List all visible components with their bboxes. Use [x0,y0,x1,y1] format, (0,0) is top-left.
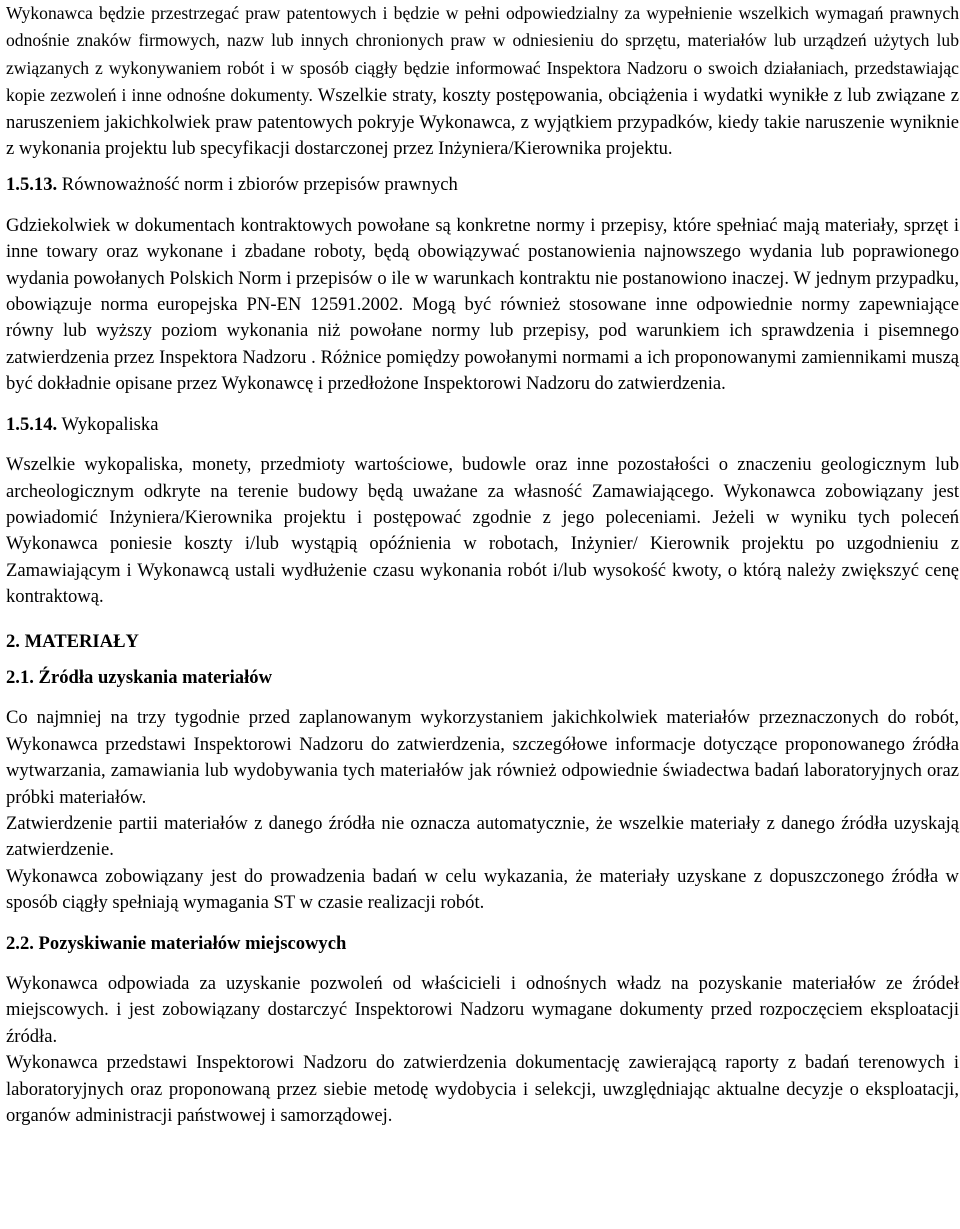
local-materials-paragraph-2: Wykonawca przedstawi Inspektorowi Nadzoru do zatwierdzenia dokumentację zawierającą raporty z badań terenowych i laboratoryjnych oraz proponowaną przez siebie metodę wydobycia i selekcji, uwzględniając aktualne decyzje o eksploatacji, organów administracji państwowej i samorządowej. [6,1052,959,1127]
patent-paragraph [6,0,959,162]
local-materials-paragraph-1: Wykonawca odpowiada za uzyskanie pozwoleń od właścicieli i odnośnych władz na pozyskanie materiałów ze źródeł miejscowych. i jest zobowiązany dostarczyć Inspektorowi Nadzoru wymagane dokumenty przed rozpoczęciem eksploatacji źródła. [6,973,959,1047]
section-1-5-13-title: Równoważność norm i zbiorów przepisów prawnych [57,174,458,196]
section-1-5-13-number: 1.5.13. [6,174,58,196]
section-1-5-14-number: 1.5.14. [6,413,58,435]
section-2-1-heading: 2.1. Źródła uzyskania materiałów [6,666,272,688]
document-page [6,0,959,1129]
section-1-5-13-heading [6,172,959,198]
section-2-2-heading: 2.2. Pozyskiwanie materiałów miejscowych [6,932,347,954]
patent-paragraph-part-2: Wszelkie straty, koszty postępowania, obciążenia i wydatki wynikłe z lub związane z naruszeniem jakichkolwiek praw patentowych pokryje Wykonawca, z wyjątkiem przypadków, kiedy takie naruszenie wyniknie z wykonania projektu lub specyfikacji dostarczonej przez Inżyniera/Kierownika projektu. [6,85,959,160]
material-sources-paragraph-3: Wykonawca zobowiązany jest do prowadzenia badań w celu wykazania, że materiały uzyskane z dopuszczonego źródła w sposób ciągły spełniają wymagania ST w czasie realizacji robót. [6,865,959,914]
section-1-5-14-title: Wykopaliska [57,413,159,435]
material-sources-paragraph-2: Zatwierdzenie partii materiałów z danego źródła nie oznacza automatycznie, że wszelkie materiały z danego źródła uzyskają zatwierdzenie. [6,812,959,861]
excavations-paragraph: Wszelkie wykopaliska, monety, przedmioty wartościowe, budowle oraz inne pozostałości o znaczeniu geologicznym lub archeologicznym odkryte na terenie budowy będą uważane za własność Zamawiającego. Wykonawca zobowiązany jest powiadomić Inżyniera/Kierownika projektu i postępować zgodnie z jego poleceniami. Jeżeli w wyniku tych poleceń Wykonawca poniesie koszty i/lub wystąpią opóźnienia w robotach, Inżynier/ Kierownik projektu po uzgodnieniu z Zamawiającym i Wykonawcą ustali wydłużenie czasu wykonania robót i/lub wysokość kwoty, o którą należy zwiększyć cenę kontraktową. [6,454,959,608]
material-sources-paragraph-1: Co najmniej na trzy tygodnie przed zaplanowanym wykorzystaniem jakichkolwiek materiałów przeznaczonych do robót, Wykonawca przedstawi Inspektorowi Nadzoru do zatwierdzenia, szczegółowe informacje dotyczące proponowanego źródła wytwarzania, zamawiania lub wydobywania tych materiałów jak również odpowiednie świadectwa badań laboratoryjnych oraz próbki materiałów. [6,707,959,808]
section-2-heading: 2. MATERIAŁY [6,630,139,652]
standards-paragraph: Gdziekolwiek w dokumentach kontraktowych powołane są konkretne normy i przepisy, które spełniać mają materiały, sprzęt i inne towary oraz wykonane i zbadane roboty, będą obowiązywać postanowienia najnowszego wydania lub poprawionego wydania powołanych Polskich Norm i przepisów o ile w warunkach kontraktu nie postanowiono inaczej. W jednym przypadku, obowiązuje norma europejska PN-EN 12591.2002. Mogą być również stosowane inne odpowiednie normy zapewniające równy lub wyższy poziom wykonania niż powołane normy lub przepisy, pod warunkiem ich sprawdzenia i pisemnego zatwierdzenia przez Inspektora Nadzoru . Różnice pomiędzy powołanymi normami a ich proponowanymi zamiennikami muszą być dokładnie opisane przez Wykonawcę i przedłożone Inspektorowi Nadzoru do zatwierdzenia. [6,214,959,395]
patent-paragraph-part-1: Wykonawca będzie przestrzegać praw patentowych i będzie w pełni odpowiedzialny za wypełnienie wszelkich wymagań prawnych odnośnie znaków firmowych, nazw lub innych chronionych praw w odniesieniu do sprzętu, materiałów lub urządzeń użytych lub związanych z wykonywaniem robót i w sposób ciągły będzie informować Inspektora Nadzoru o swoich działaniach, przedstawiając kopie zezwoleń i inne odnośne dokumenty. [6,3,959,106]
section-1-5-14-heading [6,412,959,438]
